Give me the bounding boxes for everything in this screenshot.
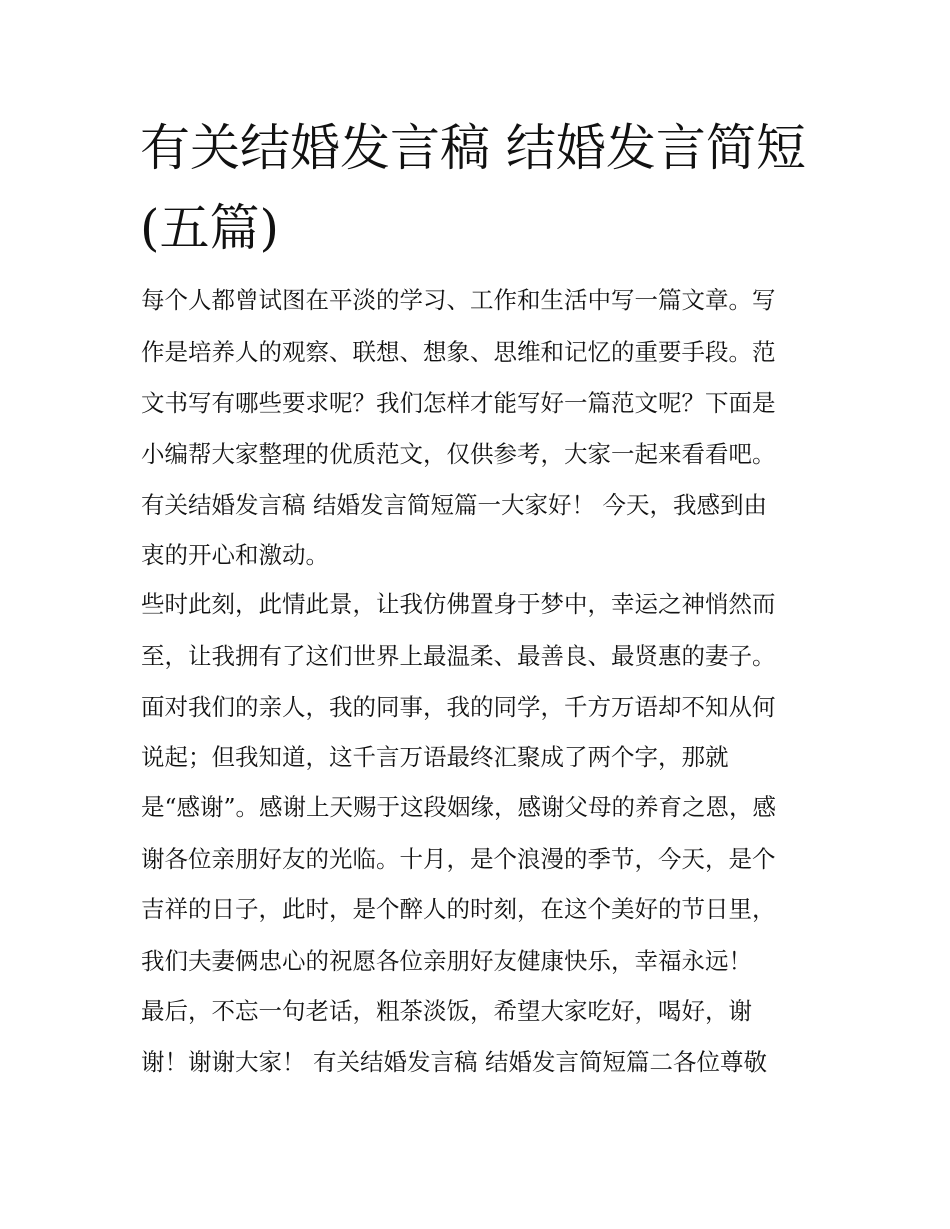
body-text-line: 吉祥的日子，此时，是个醉人的时刻，在这个美好的节日里， bbox=[141, 895, 776, 923]
document-title-line-1: 有关结婚发言稿 结婚发言简短 bbox=[140, 119, 806, 177]
body-text-line: 说起；但我知道，这千言万语最终汇聚成了两个字，那就 bbox=[141, 743, 729, 771]
document-title-line-2: (五篇) bbox=[140, 199, 280, 257]
body-text-line: 作是培养人的观察、联想、想象、思维和记忆的重要手段。范 bbox=[141, 338, 776, 366]
body-text-line: 面对我们的亲人，我的同事，我的同学，千方万语却不知从何 bbox=[141, 693, 776, 721]
body-text-line: 谢！谢谢大家！ 有关结婚发言稿 结婚发言简短篇二各位尊敬 bbox=[141, 1048, 767, 1076]
body-text-line: 每个人都曾试图在平淡的学习、工作和生活中写一篇文章。写 bbox=[141, 286, 776, 314]
body-text-line: 些时此刻，此情此景，让我仿佛置身于梦中，幸运之神悄然而 bbox=[141, 590, 776, 618]
body-text-line: 衷的开心和激动。 bbox=[141, 541, 329, 569]
body-text-line: 有关结婚发言稿 结婚发言简短篇一大家好！ 今天，我感到由 bbox=[141, 491, 767, 519]
body-text-line: 我们夫妻俩忠心的祝愿各位亲朋好友健康快乐，幸福永远！ bbox=[141, 947, 752, 975]
body-text-line: 是“感谢”。感谢上天赐于这段姻缘，感谢父母的养育之恩，感 bbox=[141, 793, 777, 821]
body-text-line: 文书写有哪些要求呢？我们怎样才能写好一篇范文呢？下面是 bbox=[141, 389, 776, 417]
body-text-line: 谢各位亲朋好友的光临。十月，是个浪漫的季节，今天，是个 bbox=[141, 845, 776, 873]
body-text-line: 至，让我拥有了这们世界上最温柔、最善良、最贤惠的妻子。 bbox=[141, 642, 776, 670]
body-text-line: 小编帮大家整理的优质范文，仅供参考，大家一起来看看吧。 bbox=[141, 440, 776, 468]
body-text-line: 最后，不忘一句老话，粗茶淡饭，希望大家吃好，喝好，谢 bbox=[141, 997, 752, 1025]
